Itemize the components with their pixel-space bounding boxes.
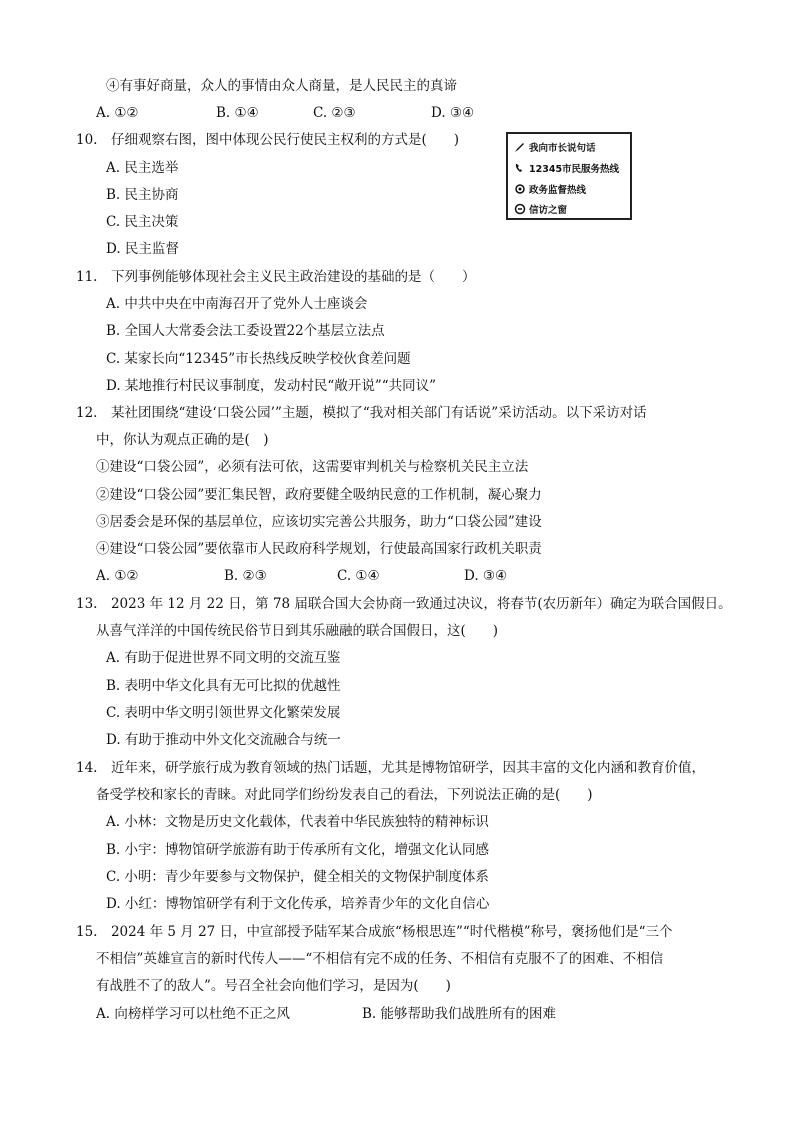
q12-item-1: ①建设“口袋公园”，必须有法可依，这需要审判机关与检察机关民主立法 [96,459,529,475]
q11-option-b: B. 全国人大常委会法工委设置22个基层立法点 [106,323,385,339]
q9-option-b: B. ①④ [216,105,259,121]
q15-stem-line-3: 有战胜不了的敌人”。号召全社会向他们学习，是因为( ) [96,978,451,994]
q9-item-4: ④有事好商量，众人的事情由众人商量，是人民民主的真谛 [106,78,457,94]
q10-option-c: C. 民主决策 [106,214,179,230]
q10-option-b: B. 民主协商 [106,187,179,203]
q12-option-b: B. ②③ [224,568,267,584]
q12-stem-line-1: 12. 某社团围绕“建设‘口袋公园’”主题，模拟了“我对相关部门有话说”采访活动。以下采访对话 [76,405,647,421]
q12-item-3: ③居委会是环保的基层单位，应该切实完善公共服务，助力“口袋公园”建设 [96,514,542,530]
q12-item-4: ④建设“口袋公园”要依靠市人民政府科学规划，行使最高国家行政机关职责 [96,541,542,557]
q10-option-d: D. 民主监督 [106,241,179,257]
q11-stem: 11. 下列事例能够体现社会主义民主政治建设的基础的是（ ） [76,269,476,285]
pen-icon [514,141,526,153]
q9-option-a: A. ①② [96,105,139,121]
q12-option-d: D. ③④ [464,568,508,584]
figure-row-4: 信访之窗 [514,202,567,216]
q13-option-d: D. 有助于推动中外文化交流融合与统一 [106,732,341,748]
q13-option-a: A. 有助于促进世界不同文明的交流互鉴 [106,650,341,666]
figure-row-1: 我向市长说句话 [514,140,596,154]
phone-alt-icon [514,183,526,195]
q15-stem-line-1: 15. 2024 年 5 月 27 日，中宣部授予陆军某合成旅“杨根思连”“时代楷模”称号，褒扬他们是“三个 [76,924,673,940]
q12-option-a: A. ①② [96,568,139,584]
q11-option-a: A. 中共中央在中南海召开了党外人士座谈会 [106,296,368,312]
q12-option-c: C. ①④ [337,568,380,584]
q9-option-c: C. ②③ [313,105,356,121]
q14-option-d: D. 小红：博物馆研学有利于文化传承，培养青少年的文化自信心 [106,896,490,912]
phone-icon [514,162,526,174]
q13-option-c: C. 表明中华文明引领世界文化繁荣发展 [106,705,341,721]
q9-option-d: D. ③④ [431,105,475,121]
q13-option-b: B. 表明中华文化具有无可比拟的优越性 [106,678,341,694]
figure-row-3: 政务监督热线 [514,182,586,196]
q10-stem: 10. 仔细观察右图，图中体现公民行使民主权利的方式是( ) [76,132,460,148]
q15-option-a: A. 向榜样学习可以杜绝不正之风 [96,1006,290,1022]
q14-option-c: C. 小明：青少年要参与文物保护，健全相关的文物保护制度体系 [106,869,489,885]
q14-stem-line-2: 备受学校和家长的青睐。对此同学们纷纷发表自己的看法，下列说法正确的是( ) [96,787,593,803]
q14-stem-line-1: 14. 近年来，研学旅行成为教育领域的热门话题，尤其是博物馆研学，因其丰富的文化内涵和教育价值， [76,760,705,776]
q13-stem-line-1: 13. 2023 年 12 月 22 日，第 78 届联合国大会协商一致通过决议，将春节(农历新年）确定为联合国假日。 [76,596,732,612]
q15-option-b: B. 能够帮助我们战胜所有的困难 [362,1006,557,1022]
q11-option-d: D. 某地推行村民议事制度，发动村民“敞开说”“共同议” [106,378,437,394]
q13-stem-line-2: 从喜气洋洋的中国传统民俗节日到其乐融融的联合国假日，这( ) [96,623,499,639]
q15-stem-line-2: 不相信”英雄宣言的新时代传人——“不相信有完不成的任务、不相信有克服不了的困难、不相信 [96,951,664,967]
q10-figure [506,132,632,220]
q14-option-a: A. 小林：文物是历史文化载体，代表着中华民族独特的精神标识 [106,814,489,830]
figure-row-2: 12345市民服务热线 [514,161,619,175]
q11-option-c: C. 某家长向“12345”市长热线反映学校伙食差问题 [106,351,411,367]
q14-option-b: B. 小宇：博物馆研学旅游有助于传承所有文化，增强文化认同感 [106,842,490,858]
q10-option-a: A. 民主选举 [106,160,179,176]
q12-stem-line-2: 中，你认为观点正确的是( ) [96,432,269,448]
chat-icon [514,203,526,215]
q12-item-2: ②建设“口袋公园”要汇集民智，政府要健全吸纳民意的工作机制，凝心聚力 [96,487,542,503]
